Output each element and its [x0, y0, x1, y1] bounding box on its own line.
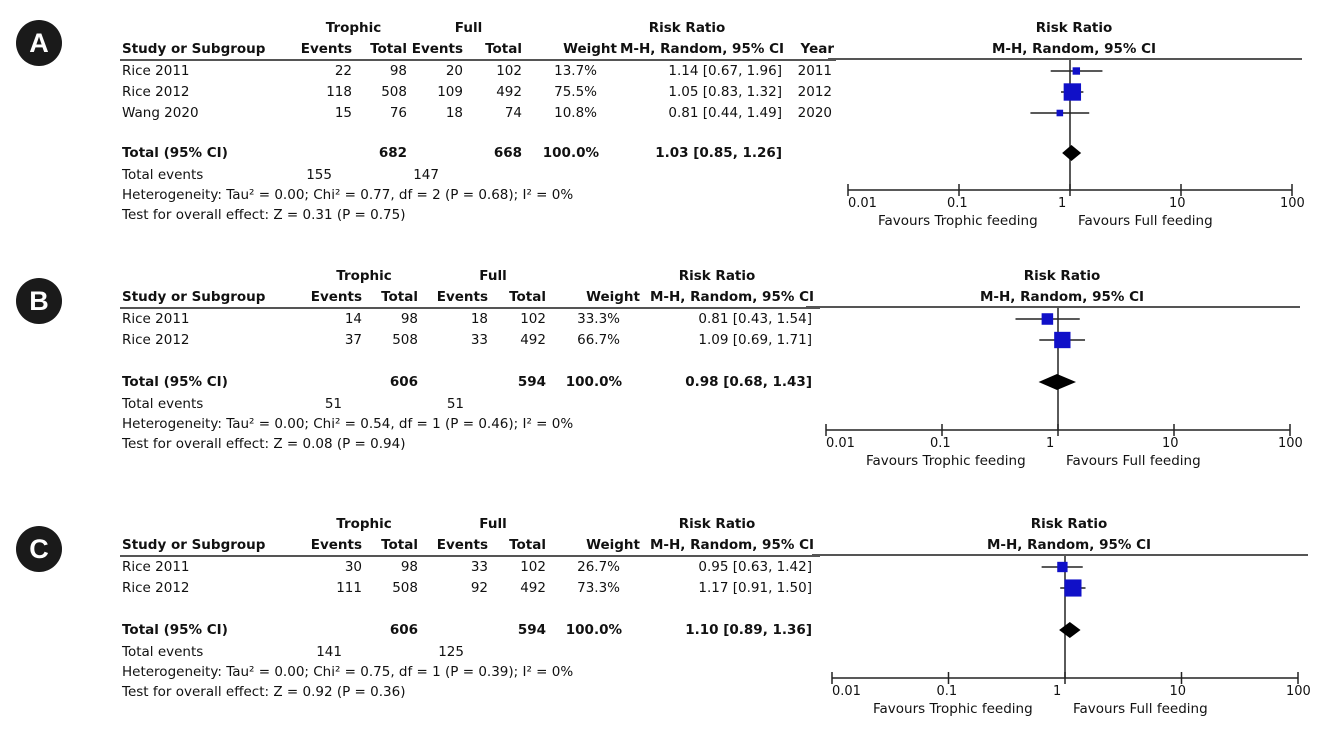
x-tick-label: 100 — [1286, 684, 1311, 699]
risk-ratio-ci: 0.81 [0.43, 1.54] — [698, 311, 812, 327]
forest-panel-a — [0, 0, 1334, 240]
x-tick-label: 1 — [1058, 196, 1067, 211]
plot-subtitle: M-H, Random, 95% CI — [986, 537, 1152, 553]
study-estimate-square — [1073, 67, 1080, 74]
total1-value: 508 — [392, 580, 418, 596]
total2-sum: 668 — [493, 145, 522, 161]
total2-value: 492 — [520, 580, 546, 596]
total1-value: 508 — [392, 332, 418, 348]
study-year: 2020 — [797, 105, 832, 121]
events1-value: 30 — [344, 559, 362, 575]
favours-left-label: Favours Trophic feeding — [878, 213, 1038, 229]
favours-right-label: Favours Full feeding — [1073, 701, 1208, 717]
plot-title: Risk Ratio — [1035, 20, 1113, 36]
events1-value: 118 — [326, 84, 352, 100]
total1-sum: 682 — [378, 145, 407, 161]
study-name: Wang 2020 — [122, 105, 199, 121]
study-name: Rice 2012 — [122, 84, 190, 100]
x-tick-label: 1 — [1053, 684, 1062, 699]
group2-header: Full — [479, 268, 507, 284]
events1-header: Events — [310, 289, 362, 305]
total-events1: 141 — [316, 644, 342, 660]
total-events1: 155 — [306, 167, 332, 183]
overall-effect-text: Test for overall effect: Z = 0.92 (P = 0.36) — [122, 684, 406, 700]
events2-value: 20 — [445, 63, 463, 79]
panel-letter-badge: C — [16, 526, 62, 572]
x-tick-label: 100 — [1278, 436, 1303, 451]
forest-plot-svg — [0, 248, 1334, 488]
total2-header: Total — [509, 289, 546, 305]
study-name: Rice 2012 — [122, 332, 190, 348]
pooled-risk-ratio-ci: 1.03 [0.85, 1.26] — [655, 145, 782, 161]
total2-value: 492 — [520, 332, 546, 348]
plot-subtitle: M-H, Random, 95% CI — [991, 41, 1157, 57]
weight-value: 66.7% — [577, 332, 620, 348]
total1-sum: 606 — [389, 374, 418, 390]
heterogeneity-text: Heterogeneity: Tau² = 0.00; Chi² = 0.75, df = 1 (P = 0.39); I² = 0% — [122, 664, 574, 680]
study-estimate-square — [1064, 83, 1081, 100]
x-tick-label: 0.01 — [826, 436, 855, 451]
risk-ratio-ci: 1.14 [0.67, 1.96] — [668, 63, 782, 79]
favours-right-label: Favours Full feeding — [1078, 213, 1213, 229]
risk-ratio-ci: 0.95 [0.63, 1.42] — [698, 559, 812, 575]
total2-value: 102 — [496, 63, 522, 79]
total1-value: 98 — [400, 559, 418, 575]
total1-header: Total — [370, 41, 407, 57]
plot-title: Risk Ratio — [1030, 516, 1108, 532]
forest-plot-svg — [0, 0, 1334, 240]
x-tick-label: 100 — [1280, 196, 1305, 211]
total2-value: 102 — [520, 311, 546, 327]
study-year: 2011 — [797, 63, 832, 79]
method-header: M-H, Random, 95% CI — [649, 289, 814, 305]
risk-ratio-ci: 1.09 [0.69, 1.71] — [698, 332, 812, 348]
events2-header: Events — [411, 41, 463, 57]
total-events-label: Total events — [122, 396, 204, 412]
events2-value: 92 — [470, 580, 488, 596]
study-name: Rice 2011 — [122, 311, 190, 327]
pooled-risk-ratio-ci: 1.10 [0.89, 1.36] — [685, 622, 812, 638]
events1-value: 111 — [336, 580, 362, 596]
total-events1: 51 — [324, 396, 342, 412]
study-name: Rice 2011 — [122, 559, 190, 575]
events1-header: Events — [300, 41, 352, 57]
total1-value: 98 — [389, 63, 407, 79]
panel-letter-badge: A — [16, 20, 62, 66]
events2-value: 18 — [445, 105, 463, 121]
total2-header: Total — [509, 537, 546, 553]
total-weight: 100.0% — [565, 374, 622, 390]
weight-header: Weight — [586, 537, 640, 553]
total-events-label: Total events — [122, 644, 204, 660]
total1-value: 98 — [400, 311, 418, 327]
risk-ratio-header: Risk Ratio — [678, 516, 756, 532]
study-estimate-square — [1064, 579, 1081, 596]
study-year: 2012 — [797, 84, 832, 100]
events2-header: Events — [436, 537, 488, 553]
forest-plot-svg — [0, 496, 1334, 736]
weight-value: 33.3% — [577, 311, 620, 327]
total2-value: 492 — [496, 84, 522, 100]
total-label: Total (95% CI) — [122, 145, 228, 161]
x-tick-label: 0.1 — [930, 436, 951, 451]
study-estimate-square — [1054, 332, 1070, 348]
events1-header: Events — [310, 537, 362, 553]
weight-value: 75.5% — [554, 84, 597, 100]
events1-value: 37 — [344, 332, 362, 348]
events2-value: 109 — [437, 84, 463, 100]
risk-ratio-header: Risk Ratio — [648, 20, 726, 36]
x-tick-label: 0.01 — [848, 196, 877, 211]
x-tick-label: 1 — [1046, 436, 1055, 451]
group2-header: Full — [454, 20, 483, 36]
x-tick-label: 10 — [1169, 196, 1186, 211]
events2-value: 33 — [470, 559, 488, 575]
x-tick-label: 0.01 — [832, 684, 861, 699]
group1-header: Trophic — [336, 268, 392, 284]
risk-ratio-header: Risk Ratio — [678, 268, 756, 284]
group2-header: Full — [479, 516, 507, 532]
total-weight: 100.0% — [542, 145, 599, 161]
plot-subtitle: M-H, Random, 95% CI — [979, 289, 1145, 305]
total-weight: 100.0% — [565, 622, 622, 638]
weight-value: 73.3% — [577, 580, 620, 596]
study-column-header: Study or Subgroup — [122, 41, 266, 57]
group1-header: Trophic — [325, 20, 382, 36]
study-name: Rice 2011 — [122, 63, 190, 79]
events1-value: 15 — [334, 105, 352, 121]
favours-left-label: Favours Trophic feeding — [866, 453, 1026, 469]
total2-value: 102 — [520, 559, 546, 575]
events2-value: 18 — [470, 311, 488, 327]
weight-header: Weight — [563, 41, 617, 57]
heterogeneity-text: Heterogeneity: Tau² = 0.00; Chi² = 0.77, df = 2 (P = 0.68); I² = 0% — [122, 187, 574, 203]
favours-right-label: Favours Full feeding — [1066, 453, 1201, 469]
weight-value: 10.8% — [554, 105, 597, 121]
study-column-header: Study or Subgroup — [122, 289, 266, 305]
events2-header: Events — [436, 289, 488, 305]
total-events-label: Total events — [122, 167, 204, 183]
x-tick-label: 10 — [1169, 684, 1187, 699]
total2-sum: 594 — [517, 622, 546, 638]
risk-ratio-ci: 0.81 [0.44, 1.49] — [668, 105, 782, 121]
weight-header: Weight — [586, 289, 640, 305]
risk-ratio-ci: 1.05 [0.83, 1.32] — [668, 84, 782, 100]
method-header: M-H, Random, 95% CI — [649, 537, 814, 553]
total2-sum: 594 — [517, 374, 546, 390]
total-label: Total (95% CI) — [122, 374, 228, 390]
plot-title: Risk Ratio — [1023, 268, 1101, 284]
method-header: M-H, Random, 95% CI — [619, 41, 784, 57]
total-events2: 147 — [413, 167, 439, 183]
x-tick-label: 10 — [1162, 436, 1179, 451]
total2-value: 74 — [504, 105, 522, 121]
risk-ratio-ci: 1.17 [0.91, 1.50] — [698, 580, 812, 596]
total1-value: 508 — [381, 84, 407, 100]
total-events2: 51 — [446, 396, 464, 412]
weight-value: 26.7% — [577, 559, 620, 575]
total1-header: Total — [381, 537, 418, 553]
study-estimate-square — [1057, 110, 1064, 117]
heterogeneity-text: Heterogeneity: Tau² = 0.00; Chi² = 0.54, df = 1 (P = 0.46); I² = 0% — [122, 416, 574, 432]
total1-sum: 606 — [389, 622, 418, 638]
total-events2: 125 — [438, 644, 464, 660]
pooled-estimate-diamond — [1062, 145, 1081, 161]
overall-effect-text: Test for overall effect: Z = 0.08 (P = 0.94) — [122, 436, 406, 452]
forest-panel-c — [0, 496, 1334, 736]
forest-panel-b — [0, 248, 1334, 488]
events2-value: 33 — [470, 332, 488, 348]
events1-value: 14 — [344, 311, 362, 327]
year-header: Year — [800, 41, 834, 57]
study-estimate-square — [1057, 562, 1067, 572]
total1-value: 76 — [389, 105, 407, 121]
pooled-estimate-diamond — [1059, 622, 1080, 638]
study-estimate-square — [1042, 313, 1054, 325]
favours-left-label: Favours Trophic feeding — [873, 701, 1033, 717]
pooled-risk-ratio-ci: 0.98 [0.68, 1.43] — [685, 374, 812, 390]
total1-header: Total — [381, 289, 418, 305]
study-name: Rice 2012 — [122, 580, 190, 596]
group1-header: Trophic — [336, 516, 392, 532]
pooled-estimate-diamond — [1039, 374, 1076, 390]
total-label: Total (95% CI) — [122, 622, 228, 638]
x-tick-label: 0.1 — [936, 684, 958, 699]
panel-letter-badge: B — [16, 278, 62, 324]
study-column-header: Study or Subgroup — [122, 537, 266, 553]
x-tick-label: 0.1 — [947, 196, 968, 211]
overall-effect-text: Test for overall effect: Z = 0.31 (P = 0.75) — [122, 207, 406, 223]
total2-header: Total — [485, 41, 522, 57]
weight-value: 13.7% — [554, 63, 597, 79]
events1-value: 22 — [334, 63, 352, 79]
